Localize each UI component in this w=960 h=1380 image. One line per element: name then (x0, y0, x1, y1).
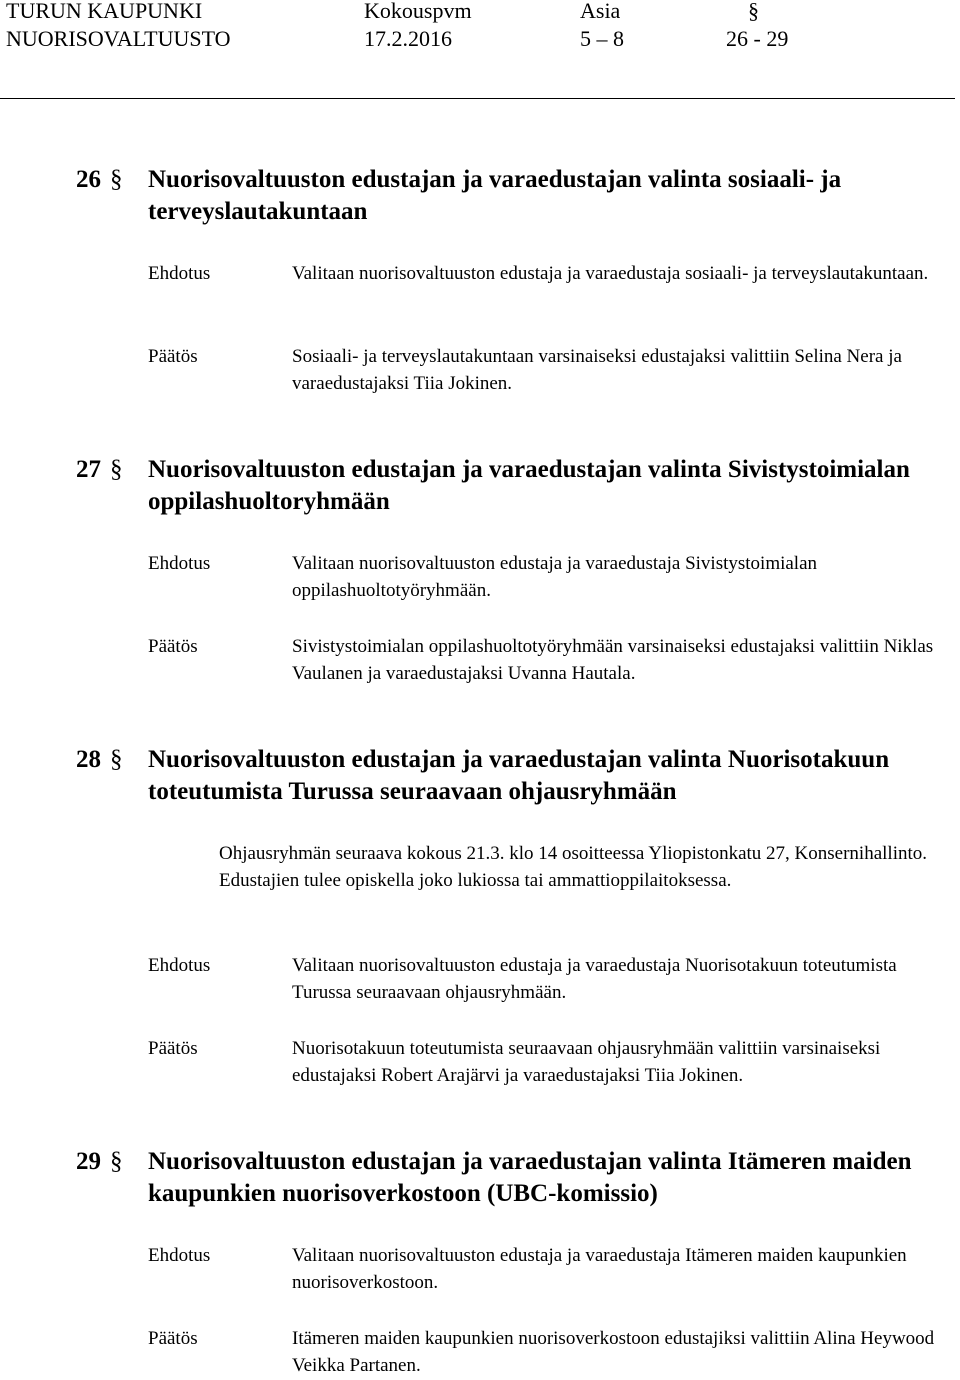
items-value: 5 – 8 (580, 26, 624, 51)
decision-label: Päätös (148, 346, 198, 367)
decision-text: Nuorisotakuun toteutumista seuraavaan ohjausryhmään valittiin varsinaiseksi edustajaksi Robert Arajärvi ja varaedustajaksi Tiia Jokinen. (292, 1038, 881, 1086)
section-symbol: § (110, 166, 123, 193)
decision-text: Sosiaali- ja terveyslautakuntaan varsinaiseksi edustajaksi valittiin Selina Nera ja varaedustajaksi Tiia Jokinen. (292, 346, 902, 394)
section-range-value: 26 - 29 (726, 26, 789, 51)
section-title: Nuorisovaltuuston edustajan ja varaedustajan valinta Sivistystoimialan oppilashuoltoryhmään (148, 456, 910, 515)
section-number: 27 (76, 456, 101, 483)
meeting-note: Ohjausryhmän seuraava kokous 21.3. klo 14 osoitteessa Yliopistonkatu 27, Konsernihallinto. Edustajien tulee opiskella joko lukiossa tai ammattioppilaitoksessa. (219, 843, 928, 891)
proposal-label: Ehdotus (148, 1245, 211, 1266)
proposal-label: Ehdotus (148, 553, 211, 574)
decision-label: Päätös (148, 1328, 198, 1349)
section-symbol: § (110, 456, 123, 483)
section-symbol: § (110, 746, 123, 773)
header-divider (0, 98, 955, 99)
org-unit: NUORISOVALTUUSTO (6, 26, 231, 51)
proposal-text: Valitaan nuorisovaltuuston edustaja ja varaedustaja Sivistystoimialan oppilashuoltotyöryhmään. (292, 553, 818, 601)
proposal-text: Valitaan nuorisovaltuuston edustaja ja varaedustaja Itämeren maiden kaupunkien nuorisoverkostoon. (292, 1245, 907, 1293)
proposal-text: Valitaan nuorisovaltuuston edustaja ja varaedustaja sosiaali- ja terveyslautakuntaan. (292, 263, 929, 284)
section-number: 26 (76, 166, 101, 193)
decision-label: Päätös (148, 1038, 198, 1059)
decision-label: Päätös (148, 636, 198, 657)
section-number: 29 (76, 1148, 101, 1175)
proposal-label: Ehdotus (148, 263, 211, 284)
meeting-date-label: Kokouspvm (364, 0, 472, 23)
section-title: Nuorisovaltuuston edustajan ja varaedustajan valinta Itämeren maiden kaupunkien nuorisoverkostoon (UBC-komissio) (148, 1148, 912, 1207)
section-symbol-label: § (748, 0, 759, 23)
meeting-date-value: 17.2.2016 (364, 26, 452, 51)
proposal-label: Ehdotus (148, 955, 211, 976)
section-number: 28 (76, 746, 101, 773)
section-symbol: § (110, 1148, 123, 1175)
org-name: TURUN KAUPUNKI (6, 0, 203, 23)
decision-text: Sivistystoimialan oppilashuoltotyöryhmään varsinaiseksi edustajaksi valittiin Niklas Vaulanen ja varaedustajaksi Uvanna Hautala. (292, 636, 934, 684)
proposal-text: Valitaan nuorisovaltuuston edustaja ja varaedustaja Nuorisotakuun toteutumista Turussa seuraavaan ohjausryhmään. (292, 955, 897, 1003)
section-title: Nuorisovaltuuston edustajan ja varaedustajan valinta Nuorisotakuun toteutumista Turussa seuraavaan ohjausryhmään (148, 746, 890, 805)
section-title: Nuorisovaltuuston edustajan ja varaedustajan valinta sosiaali- ja terveyslautakuntaan (148, 166, 842, 225)
decision-text: Itämeren maiden kaupunkien nuorisoverkostoon edustajiksi valittiin Alina Heywood Veikka Partanen. (292, 1328, 935, 1376)
items-label: Asia (580, 0, 621, 23)
